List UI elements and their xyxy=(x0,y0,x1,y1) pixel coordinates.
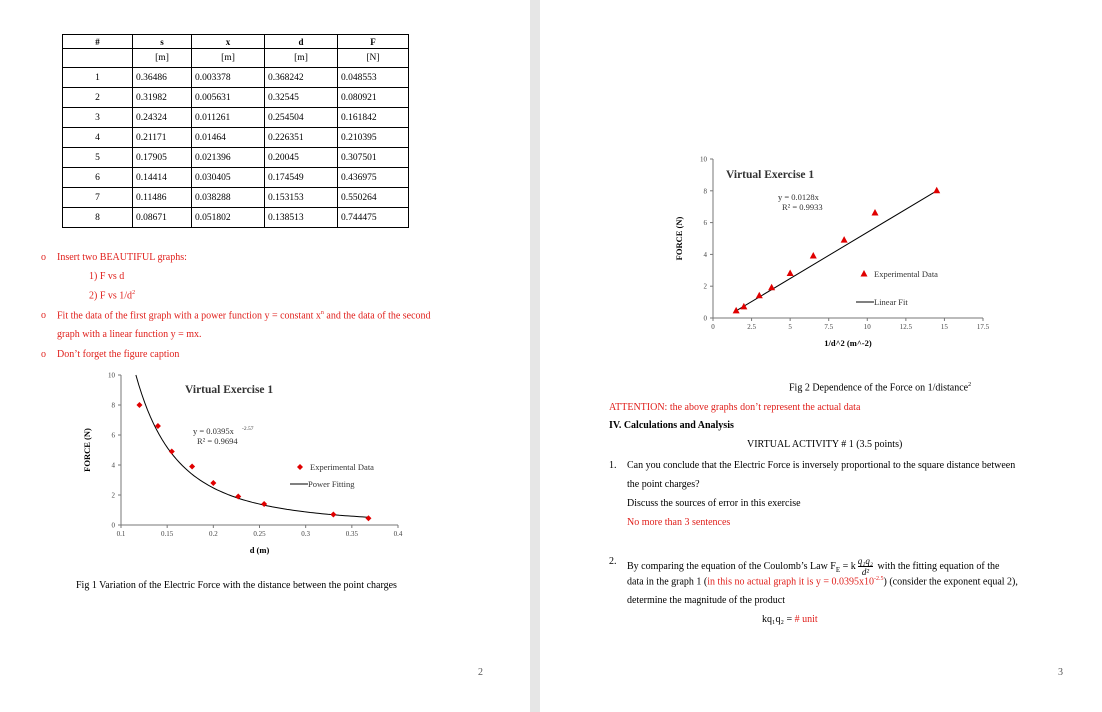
q2-line2-red-sup: -2.5 xyxy=(873,576,884,582)
fig2-caption xyxy=(789,382,971,393)
data-point xyxy=(210,480,216,486)
chart-force-vs-distance xyxy=(78,368,418,560)
instruction-fit-a: Fit the data of the first graph with a power function y = constant x xyxy=(57,310,321,322)
x-tick-label: 10 xyxy=(863,323,871,331)
data-point xyxy=(933,187,940,194)
cell: 6 xyxy=(63,168,133,188)
q2-line2-b: ) (consider the exponent equal 2), xyxy=(883,576,1018,588)
instruction-caption xyxy=(41,349,180,360)
header-index: # xyxy=(63,35,133,49)
y-tick-label: 8 xyxy=(703,187,707,196)
y-tick-label: 2 xyxy=(111,491,115,500)
table-row xyxy=(63,88,409,108)
header-s: s xyxy=(133,35,192,49)
cell: 0.14414 xyxy=(133,168,192,188)
q1-line4: No more than 3 sentences xyxy=(627,517,731,528)
legend-marker xyxy=(297,464,303,470)
attention-note: ATTENTION: the above graphs don’t represent the actual data xyxy=(609,402,861,413)
header-f: F xyxy=(338,35,409,49)
cell: 0.20045 xyxy=(265,148,338,168)
table-row xyxy=(63,128,409,148)
cell: 0.051802 xyxy=(192,208,265,228)
cell: 0.307501 xyxy=(338,148,409,168)
data-point xyxy=(872,209,879,216)
unit-d: [m] xyxy=(265,49,338,68)
cell: 0.21171 xyxy=(133,128,192,148)
fit-r-squared: R² = 0.9933 xyxy=(782,202,823,212)
bullet-mark: o xyxy=(41,310,46,321)
x-tick-label: 0.4 xyxy=(393,530,403,538)
page-left xyxy=(0,0,530,712)
data-point xyxy=(787,269,794,276)
y-tick-label: 4 xyxy=(703,250,707,259)
q2-line2 xyxy=(627,576,1018,587)
cell: 0.550264 xyxy=(338,188,409,208)
q2-line1-b: with the fitting equation of the xyxy=(875,560,1000,572)
coulomb-fraction xyxy=(858,556,873,577)
fit-line xyxy=(736,191,937,311)
data-point xyxy=(136,402,142,408)
q2-line2-a: data in the graph 1 ( xyxy=(627,576,708,588)
data-point xyxy=(169,449,175,455)
x-tick-label: 0.25 xyxy=(253,530,266,538)
x-tick-label: 7.5 xyxy=(824,323,834,331)
chart-force-vs-inverse-square xyxy=(670,150,1000,366)
fig2-caption-sup: 2 xyxy=(968,382,972,388)
cell: 0.048553 xyxy=(338,68,409,88)
header-d: d xyxy=(265,35,338,49)
legend-fit-label: Linear Fit xyxy=(874,297,908,307)
unit-s: [m] xyxy=(133,49,192,68)
fit-equation-exponent: -2.57 xyxy=(242,426,254,432)
cell: 0.436975 xyxy=(338,168,409,188)
x-tick-label: 2.5 xyxy=(747,323,756,331)
page-right xyxy=(540,0,1102,712)
q2-line1 xyxy=(627,556,999,577)
fit-r-squared: R² = 0.9694 xyxy=(197,436,238,446)
cell: 2 xyxy=(63,88,133,108)
x-tick-label: 0 xyxy=(711,323,715,331)
y-tick-label: 0 xyxy=(703,314,707,323)
cell: 0.17905 xyxy=(133,148,192,168)
data-table xyxy=(62,34,409,228)
instruction-insert xyxy=(41,252,187,263)
q2-line1-a: By comparing the equation of the Coulomb’s Law F xyxy=(627,560,836,572)
x-tick-label: 17.5 xyxy=(976,323,990,331)
data-point xyxy=(810,252,817,259)
table-row xyxy=(63,208,409,228)
fraction-numerator: q₁q₂ xyxy=(857,556,874,566)
y-tick-label: 10 xyxy=(700,155,707,164)
y-tick-label: 10 xyxy=(108,371,115,380)
instruction-fit-sup: n xyxy=(320,310,324,316)
cell: 0.24324 xyxy=(133,108,192,128)
cell: 0.038288 xyxy=(192,188,265,208)
q1-line3: Discuss the sources of error in this exercise xyxy=(627,498,801,509)
x-tick-label: 15 xyxy=(940,323,948,331)
q2-number: 2. xyxy=(609,556,617,567)
q2-line1-sub: E xyxy=(835,565,841,574)
y-tick-label: 6 xyxy=(111,431,115,440)
cell: 0.226351 xyxy=(265,128,338,148)
unit-f: [N] xyxy=(338,49,409,68)
data-point xyxy=(740,303,747,310)
cell: 0.01464 xyxy=(192,128,265,148)
y-tick-label: 8 xyxy=(111,401,115,410)
fit-equation: y = 0.0128x xyxy=(778,192,819,202)
cell: 8 xyxy=(63,208,133,228)
cell: 0.011261 xyxy=(192,108,265,128)
q2-line2-red: in this no actual graph it is y = 0.0395x10 xyxy=(707,576,874,588)
header-x: x xyxy=(192,35,265,49)
data-point xyxy=(189,464,195,470)
x-tick-label: 0.15 xyxy=(161,530,174,538)
instruction-insert-text: Insert two BEAUTIFUL graphs: xyxy=(57,252,187,263)
table-row xyxy=(63,168,409,188)
y-tick-label: 2 xyxy=(703,282,707,291)
bullet-mark: o xyxy=(41,252,46,263)
fit-equation: y = 0.0395x xyxy=(193,426,234,436)
y-axis-label: FORCE (N) xyxy=(82,428,92,472)
cell: 0.210395 xyxy=(338,128,409,148)
cell: 0.254504 xyxy=(265,108,338,128)
cell: 0.030405 xyxy=(192,168,265,188)
cell: 5 xyxy=(63,148,133,168)
cell: 0.080921 xyxy=(338,88,409,108)
fit-line xyxy=(136,375,369,517)
cell: 4 xyxy=(63,128,133,148)
cell: 0.021396 xyxy=(192,148,265,168)
cell: 0.36486 xyxy=(133,68,192,88)
q2-line3: determine the magnitude of the product xyxy=(627,595,786,606)
page-number-right: 3 xyxy=(1058,667,1063,678)
data-point xyxy=(733,307,740,314)
y-tick-label: 0 xyxy=(111,521,115,530)
cell: 0.11486 xyxy=(133,188,192,208)
legend-fit-label: Power Fitting xyxy=(308,479,355,489)
x-tick-label: 0.35 xyxy=(345,530,358,538)
data-point xyxy=(330,512,336,518)
cell: 0.153153 xyxy=(265,188,338,208)
cell: 0.31982 xyxy=(133,88,192,108)
q2-line4-a: kq₁q₂ = xyxy=(762,614,795,625)
y-axis-label: FORCE (N) xyxy=(674,216,684,261)
x-tick-label: 0.3 xyxy=(301,530,311,538)
q2-line4 xyxy=(762,614,818,625)
table-row xyxy=(63,68,409,88)
table-row xyxy=(63,108,409,128)
section-title: IV. Calculations and Analysis xyxy=(609,420,734,431)
bullet-mark: o xyxy=(41,349,46,360)
x-tick-label: 0.1 xyxy=(116,530,126,538)
y-tick-label: 4 xyxy=(111,461,115,470)
chart-title: Virtual Exercise 1 xyxy=(726,169,815,181)
data-point xyxy=(841,236,848,243)
instruction-fit-line2: graph with a linear function y = mx. xyxy=(57,329,202,340)
q1-number: 1. xyxy=(609,460,617,471)
table-units-row xyxy=(63,49,409,68)
instruction-item2 xyxy=(89,290,135,301)
fig2-caption-text: Fig 2 Dependence of the Force on 1/distance xyxy=(789,382,969,394)
instruction-item2-text: 2) F vs 1/d xyxy=(89,290,133,302)
data-point xyxy=(365,515,371,521)
chart-title: Virtual Exercise 1 xyxy=(185,384,274,396)
x-tick-label: 0.2 xyxy=(208,530,218,538)
instruction-fit xyxy=(41,310,431,322)
q1-line1: Can you conclude that the Electric Force is inversely proportional to the square distance between xyxy=(627,460,1016,471)
legend-marker xyxy=(861,270,868,277)
cell: 0.32545 xyxy=(265,88,338,108)
unit-index xyxy=(63,49,133,68)
cell: 0.08671 xyxy=(133,208,192,228)
table-header-row xyxy=(63,35,409,49)
q2-line1-eq: = k xyxy=(840,560,856,572)
cell: 0.368242 xyxy=(265,68,338,88)
instruction-item1: 1) F vs d xyxy=(89,271,125,282)
fig1-caption: Fig 1 Variation of the Electric Force with the distance between the point charges xyxy=(76,580,397,591)
q2-line4-red: # unit xyxy=(794,614,818,625)
cell: 0.003378 xyxy=(192,68,265,88)
cell: 0.138513 xyxy=(265,208,338,228)
cell: 0.161842 xyxy=(338,108,409,128)
legend-series-label: Experimental Data xyxy=(310,462,374,472)
cell: 0.005631 xyxy=(192,88,265,108)
x-tick-label: 5 xyxy=(788,323,792,331)
x-tick-label: 12.5 xyxy=(899,323,912,331)
table-row xyxy=(63,188,409,208)
data-point xyxy=(768,284,775,291)
cell: 1 xyxy=(63,68,133,88)
instruction-caption-text: Don’t forget the figure caption xyxy=(57,349,180,360)
cell: 0.744475 xyxy=(338,208,409,228)
x-axis-label: d (m) xyxy=(249,545,270,555)
page-number-left: 2 xyxy=(478,667,483,678)
instruction-fit-b: and the data of the second xyxy=(323,310,431,322)
unit-x: [m] xyxy=(192,49,265,68)
cell: 3 xyxy=(63,108,133,128)
fraction-denominator: d² xyxy=(861,567,870,577)
y-tick-label: 6 xyxy=(703,219,707,228)
legend-series-label: Experimental Data xyxy=(874,269,938,279)
cell: 7 xyxy=(63,188,133,208)
q1-line2: the point charges? xyxy=(627,479,700,490)
cell: 0.174549 xyxy=(265,168,338,188)
x-axis-label: 1/d^2 (m^-2) xyxy=(824,338,872,348)
table-row xyxy=(63,148,409,168)
instruction-item2-sup: 2 xyxy=(132,290,136,296)
activity-title: VIRTUAL ACTIVITY # 1 (3.5 points) xyxy=(747,439,903,450)
